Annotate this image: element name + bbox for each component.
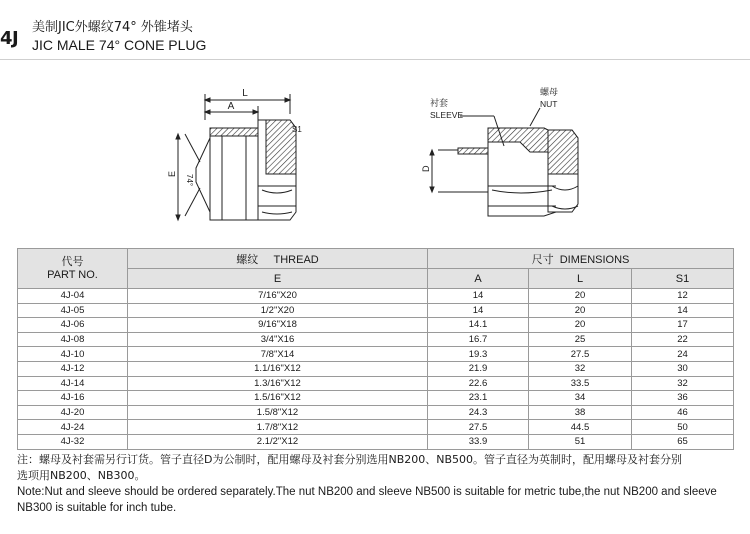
cell-part-no: 4J-05 (18, 303, 128, 318)
cell-S1: 36 (632, 391, 734, 406)
cell-thread: 1.3/16"X12 (128, 376, 428, 391)
cell-A: 19.3 (428, 347, 529, 362)
cell-L: 20 (529, 303, 632, 318)
header-col-S1: S1 (632, 269, 734, 289)
cell-thread: 7/8"X14 (128, 347, 428, 362)
note-en-line-1: Note:Nut and sleeve should be ordered separately.The nut NB200 and sleeve NB500 is suitable for metric tube,the nut NB200 and sleeve (17, 486, 717, 498)
dim-label-74: 74° (185, 174, 194, 187)
table-row (18, 405, 734, 420)
cell-L: 32 (529, 361, 632, 376)
cell-part-no: 4J-24 (18, 420, 128, 435)
table-row (18, 289, 734, 304)
cell-L: 20 (529, 289, 632, 304)
dim-label-A: A (227, 101, 235, 112)
table-row (18, 318, 734, 333)
cell-S1: 32 (632, 376, 734, 391)
cell-L: 33.5 (529, 376, 632, 391)
table-row (18, 420, 734, 435)
table-body (18, 289, 734, 450)
cell-part-no: 4J-12 (18, 361, 128, 376)
table-row (18, 303, 734, 318)
cell-thread: 3/4"X16 (128, 332, 428, 347)
cell-thread: 1.5/16"X12 (128, 391, 428, 406)
cell-thread: 1/2"X20 (128, 303, 428, 318)
note-zh-line-1: 注：螺母及衬套需另行订货。管子直径D为公制时，配用螺母及衬套分别选用NB200、NB500。管子直径为英制时，配用螺母及衬套分别 (17, 453, 683, 466)
header-col-A: A (428, 269, 529, 289)
cell-S1: 30 (632, 361, 734, 376)
title-english: JIC MALE 74° CONE PLUG (32, 37, 207, 53)
header-thread: 螺纹 THREAD (128, 249, 428, 269)
cell-part-no: 4J-16 (18, 391, 128, 406)
cell-thread: 1.5/8"X12 (128, 405, 428, 420)
cell-part-no: 4J-32 (18, 434, 128, 449)
cell-thread: 1.7/8"X12 (128, 420, 428, 435)
notes (17, 452, 741, 516)
cell-S1: 24 (632, 347, 734, 362)
cell-part-no: 4J-08 (18, 332, 128, 347)
note-zh-line-2: 选项用NB200、NB300。 (17, 469, 146, 482)
nut-label-zh: 螺母 (540, 88, 559, 98)
cell-part-no: 4J-04 (18, 289, 128, 304)
cell-A: 27.5 (428, 420, 529, 435)
note-en-line-2: NB300 is suitable for inch tube. (17, 502, 177, 514)
cell-A: 14.1 (428, 318, 529, 333)
cell-part-no: 4J-10 (18, 347, 128, 362)
table-row (18, 361, 734, 376)
cell-A: 24.3 (428, 405, 529, 420)
dimensions-table (17, 248, 734, 450)
cell-thread: 2.1/2"X12 (128, 434, 428, 449)
header-col-E: E (128, 269, 428, 289)
cell-part-no: 4J-06 (18, 318, 128, 333)
cell-L: 51 (529, 434, 632, 449)
cell-S1: 50 (632, 420, 734, 435)
cell-thread: 7/16"X20 (128, 289, 428, 304)
dim-label-D: D (421, 165, 431, 172)
cell-A: 14 (428, 303, 529, 318)
cell-part-no: 4J-14 (18, 376, 128, 391)
header-col-L: L (529, 269, 632, 289)
table-row (18, 332, 734, 347)
table-row (18, 391, 734, 406)
table-row (18, 376, 734, 391)
cell-S1: 46 (632, 405, 734, 420)
cell-thread: 9/16"X18 (128, 318, 428, 333)
nut-label-en: NUT (540, 99, 558, 109)
assembly-drawing (430, 108, 578, 216)
header-part-no-en: PART NO. (47, 268, 98, 281)
cell-part-no: 4J-20 (18, 405, 128, 420)
cell-S1: 22 (632, 332, 734, 347)
cell-S1: 12 (632, 289, 734, 304)
header-part-no-zh: 代号 (61, 255, 84, 268)
cell-S1: 17 (632, 318, 734, 333)
cell-L: 25 (529, 332, 632, 347)
header-part-no (18, 249, 128, 289)
product-code: 4J (0, 28, 19, 49)
table-row (18, 347, 734, 362)
cell-A: 14 (428, 289, 529, 304)
plug-drawing (176, 94, 296, 220)
cell-S1: 14 (632, 303, 734, 318)
cell-L: 20 (529, 318, 632, 333)
header-rule (0, 59, 750, 60)
cell-A: 16.7 (428, 332, 529, 347)
dim-label-L: L (242, 88, 248, 99)
cell-L: 34 (529, 391, 632, 406)
cell-thread: 1.1/16"X12 (128, 361, 428, 376)
sleeve-label-zh: 衬套 (430, 99, 449, 109)
cell-L: 44.5 (529, 420, 632, 435)
cell-A: 33.9 (428, 434, 529, 449)
cell-S1: 65 (632, 434, 734, 449)
sleeve-label-en: SLEEVE (430, 110, 464, 120)
cell-A: 22.6 (428, 376, 529, 391)
cell-A: 23.1 (428, 391, 529, 406)
header-dimensions: 尺寸 DIMENSIONS (428, 249, 734, 269)
cell-L: 27.5 (529, 347, 632, 362)
dim-label-E: E (167, 170, 177, 177)
technical-drawings (0, 62, 750, 242)
cell-A: 21.9 (428, 361, 529, 376)
cell-L: 38 (529, 405, 632, 420)
dim-label-S1: S1 (292, 125, 302, 134)
title-chinese: 美制JIC外螺纹74° 外锥堵头 (32, 20, 193, 35)
table-row (18, 434, 734, 449)
